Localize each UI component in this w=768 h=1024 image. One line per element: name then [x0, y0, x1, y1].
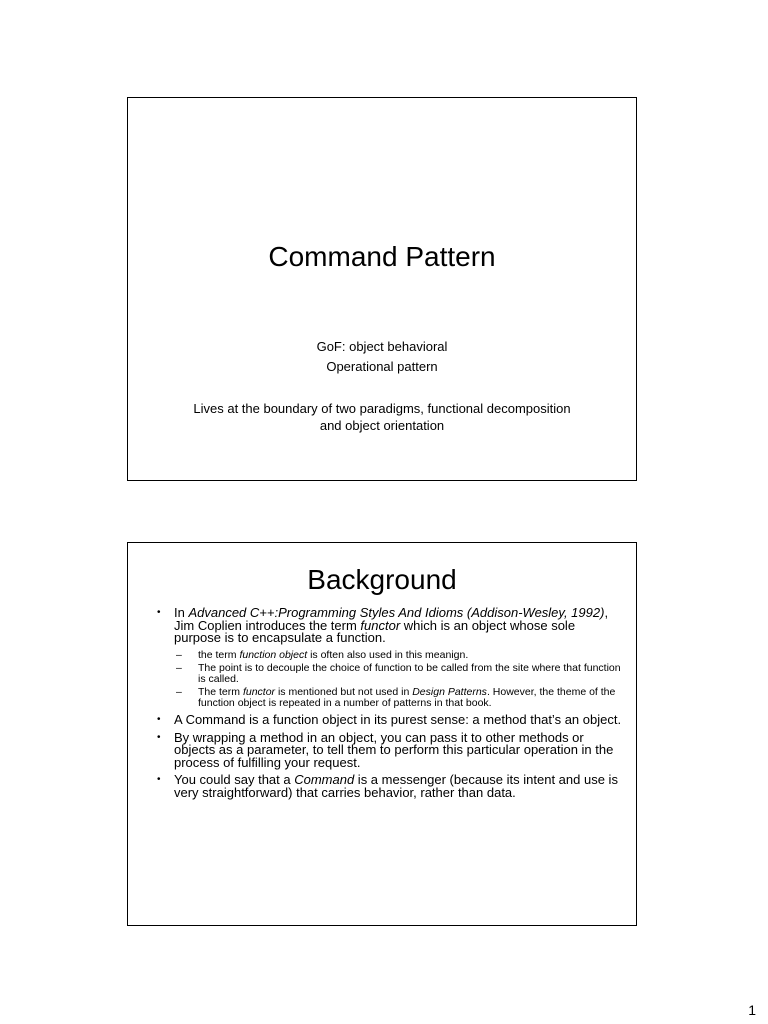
paradigm-note-line-1: Lives at the boundary of two paradigms, functional decomposition [193, 401, 571, 416]
text-run: the term [198, 648, 240, 661]
slide-title: Background [307, 564, 457, 595]
text-run: is a messenger (because its intent and use is very straightforward) that carries behavior, rather than data. [174, 772, 618, 800]
sub-bullet-decouple: – The point is to decouple the choice of function to be called from the site where that function is called. [156, 663, 622, 684]
gof-classification: GoF: object behavioral [316, 339, 448, 354]
text-run: , Jim Coplien introduces the term [174, 605, 609, 633]
term-functor: functor [242, 686, 276, 698]
text-run: You could say that a [174, 772, 295, 787]
bullet-function-object: • A Command is a function object in its purest sense: a method that’s an object. [156, 714, 622, 727]
book-title: Design Patterns [412, 686, 487, 698]
text-run: In [174, 605, 189, 620]
slide-background [127, 542, 637, 926]
text-run: . However, the theme of the function object is repeated in a number of patterns in that book. [198, 686, 616, 709]
text-run: is mentioned but not used in [275, 686, 413, 698]
book-title: Advanced C++:Programming Styles And Idioms (Addison-Wesley, 1992) [188, 605, 605, 620]
bullet-messenger [156, 774, 622, 799]
slide-body [156, 607, 622, 804]
paradigm-note-line-2: and object orientation [319, 418, 445, 433]
bullet-functor [156, 607, 622, 645]
term-command: Command [294, 772, 355, 787]
text-run: which is an object whose sole purpose is to encapsulate a function. [174, 617, 576, 645]
slide-command-pattern [127, 97, 637, 481]
term-function-object: function object [239, 648, 308, 661]
sub-bullet-list [156, 650, 622, 709]
page-number: 1 [748, 1002, 756, 1018]
text-run: is often also used in this meanign. [307, 648, 469, 661]
slide-title: Command Pattern [268, 241, 496, 272]
pattern-type: Operational pattern [326, 359, 438, 374]
term-functor: functor [360, 617, 401, 633]
bullet-wrapping-method: • By wrapping a method in an object, you can pass it to other methods or objects as a parameter, to tell them to perform this particular operation in the process of fulfilling your request. [156, 732, 622, 770]
sub-bullet-function-object [156, 650, 622, 661]
text-run: The term [198, 686, 243, 698]
sub-bullet-design-patterns [156, 687, 622, 708]
